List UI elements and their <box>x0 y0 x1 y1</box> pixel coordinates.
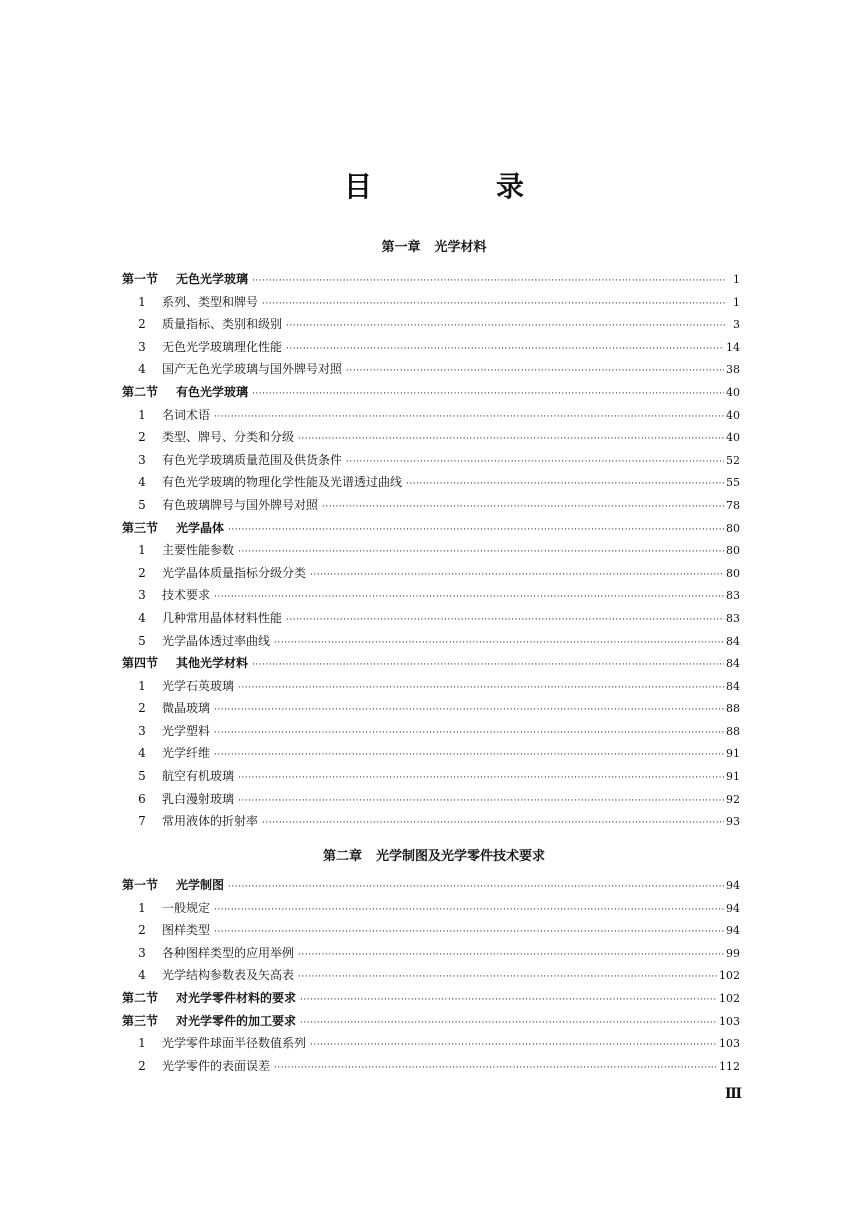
toc-item-entry[interactable] <box>122 630 740 653</box>
entry-title: 名词术语 <box>162 407 211 422</box>
dot-leader <box>214 406 724 429</box>
chapter-number: 第一章 <box>381 240 421 255</box>
section-number: 第一节 <box>122 272 159 286</box>
dot-leader <box>298 944 724 967</box>
item-number: 2 <box>138 317 146 332</box>
toc-section-entry[interactable] <box>122 381 740 404</box>
toc-item-entry[interactable] <box>122 964 740 987</box>
item-number: 3 <box>138 588 146 603</box>
page-reference: 92 <box>726 792 740 806</box>
dot-leader <box>300 1012 717 1035</box>
toc-item-entry[interactable] <box>122 584 740 607</box>
entry-title: 主要性能参数 <box>162 543 235 558</box>
entry-title: 有色光学玻璃的物理化学性能及光谱透过曲线 <box>162 475 403 490</box>
item-number: 1 <box>138 543 146 558</box>
entry-title: 其他光学材料 <box>176 656 249 671</box>
dot-leader <box>298 966 717 989</box>
item-number: 4 <box>138 746 146 761</box>
page-reference: 94 <box>726 879 740 892</box>
entry-title: 光学零件的表面误差 <box>162 1058 271 1073</box>
dot-leader <box>228 519 724 542</box>
page-reference: 99 <box>726 946 740 960</box>
item-number: 2 <box>138 430 146 445</box>
item-number: 3 <box>138 723 146 738</box>
entry-title: 图样类型 <box>162 923 211 938</box>
toc-item-entry[interactable] <box>122 788 740 811</box>
dot-leader <box>214 744 724 767</box>
entry-title: 光学零件球面半径数值系列 <box>162 1036 307 1051</box>
entry-title: 微晶玻璃 <box>162 701 211 716</box>
toc-section-entry[interactable] <box>122 517 740 540</box>
entry-title: 航空有机玻璃 <box>162 769 235 784</box>
dot-leader <box>322 496 724 519</box>
entry-title: 有色光学玻璃 <box>176 384 249 399</box>
dot-leader <box>252 270 726 293</box>
toc-item-entry[interactable] <box>122 539 740 562</box>
page-reference: 80 <box>726 544 740 558</box>
page-reference: 38 <box>726 363 740 377</box>
page-reference: 1 <box>733 273 740 286</box>
dot-leader <box>274 1057 717 1080</box>
dot-leader <box>262 812 724 835</box>
page-reference: 52 <box>726 453 740 467</box>
page-reference: 93 <box>726 815 740 829</box>
page-reference: 83 <box>726 611 740 625</box>
page-reference: 78 <box>726 498 740 512</box>
dot-leader <box>262 293 726 316</box>
item-number: 2 <box>138 565 146 580</box>
item-number: 2 <box>138 1058 146 1073</box>
item-number: 1 <box>138 294 146 309</box>
toc-item-entry[interactable] <box>122 562 740 585</box>
page-reference: 84 <box>726 634 740 648</box>
item-number: 1 <box>138 1036 146 1051</box>
dot-leader <box>346 360 724 383</box>
entry-title: 光学结构参数表及矢高表 <box>162 968 295 983</box>
toc-item-entry[interactable] <box>122 358 740 381</box>
entry-title: 光学晶体质量指标分级分类 <box>162 565 307 580</box>
item-number: 5 <box>138 633 146 648</box>
entry-title: 对光学零件材料的要求 <box>176 990 297 1005</box>
item-number: 4 <box>138 968 146 983</box>
dot-leader <box>286 315 726 338</box>
toc-item-entry[interactable] <box>122 1055 740 1078</box>
item-number: 1 <box>138 407 146 422</box>
page-number: Ⅲ <box>724 1086 742 1102</box>
entry-title: 类型、牌号、分类和分级 <box>162 430 295 445</box>
entry-title: 一般规定 <box>162 900 211 915</box>
dot-leader <box>286 609 724 632</box>
entry-title: 几种常用晶体材料性能 <box>162 610 283 625</box>
entry-title: 无色光学玻璃 <box>176 272 249 286</box>
toc-item-entry[interactable] <box>122 675 740 698</box>
page-reference: 1 <box>733 295 740 309</box>
dot-leader <box>346 451 724 474</box>
toc-section-entry[interactable] <box>122 1010 740 1033</box>
toc-item-entry[interactable] <box>122 471 740 494</box>
entry-title: 国产无色光学玻璃与国外牌号对照 <box>162 362 343 377</box>
chapter-heading <box>0 238 868 258</box>
toc-item-entry[interactable] <box>122 449 740 472</box>
page-reference: 40 <box>726 408 740 422</box>
page-reference: 91 <box>726 747 740 761</box>
entry-title: 光学晶体透过率曲线 <box>162 633 271 648</box>
item-number: 5 <box>138 769 146 784</box>
page-reference: 83 <box>726 589 740 603</box>
dot-leader <box>406 473 724 496</box>
page-reference: 40 <box>726 431 740 445</box>
toc-section-entry[interactable] <box>122 268 740 291</box>
chapter-number: 第二章 <box>322 849 362 864</box>
item-number: 3 <box>138 945 146 960</box>
entry-title: 光学纤维 <box>162 746 211 761</box>
page-reference: 94 <box>726 924 740 938</box>
entry-title: 光学制图 <box>176 878 225 892</box>
item-number: 2 <box>138 701 146 716</box>
toc-item-entry[interactable] <box>122 742 740 765</box>
page-reference: 102 <box>719 991 740 1005</box>
item-number: 4 <box>138 362 146 377</box>
dot-leader <box>238 767 724 790</box>
toc-item-entry[interactable] <box>122 897 740 920</box>
page-reference: 3 <box>733 318 740 332</box>
toc-list-chapter-1 <box>122 268 740 833</box>
dot-leader <box>238 790 724 813</box>
section-number: 第二节 <box>122 384 159 399</box>
dot-leader <box>228 876 724 899</box>
dot-leader <box>252 383 724 406</box>
page-reference: 40 <box>726 385 740 399</box>
entry-title: 技术要求 <box>162 588 211 603</box>
toc-section-entry[interactable] <box>122 987 740 1010</box>
entry-title: 质量指标、类别和级别 <box>162 317 283 332</box>
entry-title: 光学晶体 <box>176 520 225 535</box>
page-reference: 91 <box>726 770 740 784</box>
toc-item-entry[interactable] <box>122 919 740 942</box>
toc-item-entry[interactable] <box>122 1032 740 1055</box>
item-number: 6 <box>138 791 146 806</box>
entry-title: 乳白漫射玻璃 <box>162 791 235 806</box>
dot-leader <box>300 989 717 1012</box>
page-reference: 80 <box>726 566 740 580</box>
page-reference: 14 <box>726 340 740 354</box>
section-number: 第三节 <box>122 520 159 535</box>
item-number: 3 <box>138 339 146 354</box>
dot-leader <box>214 586 724 609</box>
section-number: 第三节 <box>122 1013 159 1028</box>
item-number: 3 <box>138 452 146 467</box>
dot-leader <box>286 338 724 361</box>
page-reference: 80 <box>726 521 740 535</box>
dot-leader <box>252 654 724 677</box>
page-reference: 103 <box>719 1037 740 1051</box>
item-number: 1 <box>138 900 146 915</box>
chapter-heading <box>0 847 868 867</box>
toc-item-entry[interactable] <box>122 313 740 336</box>
dot-leader <box>310 564 724 587</box>
dot-leader <box>214 921 724 944</box>
toc-section-entry[interactable] <box>122 874 740 897</box>
page-reference: 94 <box>726 901 740 915</box>
section-number: 第一节 <box>122 878 159 892</box>
entry-title: 对光学零件的加工要求 <box>176 1013 297 1028</box>
section-number: 第四节 <box>122 656 159 671</box>
entry-title: 有色光学玻璃质量范围及供货条件 <box>162 452 343 467</box>
toc-item-entry[interactable] <box>122 607 740 630</box>
dot-leader <box>238 541 724 564</box>
toc-item-entry[interactable] <box>122 697 740 720</box>
page-reference: 88 <box>726 702 740 716</box>
page-reference: 102 <box>719 969 740 983</box>
toc-item-entry[interactable] <box>122 336 740 359</box>
item-number: 4 <box>138 610 146 625</box>
entry-title: 光学塑料 <box>162 723 211 738</box>
toc-item-entry[interactable] <box>122 765 740 788</box>
entry-title: 各种图样类型的应用举例 <box>162 945 295 960</box>
dot-leader <box>214 722 724 745</box>
page-reference: 103 <box>719 1014 740 1028</box>
toc-item-entry[interactable] <box>122 494 740 517</box>
item-number: 5 <box>138 497 146 512</box>
entry-title: 系列、类型和牌号 <box>162 294 259 309</box>
entry-title: 有色玻璃牌号与国外牌号对照 <box>162 497 319 512</box>
page-reference: 88 <box>726 724 740 738</box>
dot-leader <box>214 899 724 922</box>
toc-item-entry[interactable] <box>122 404 740 427</box>
entry-title: 常用液体的折射率 <box>162 814 259 829</box>
dot-leader <box>274 632 724 655</box>
item-number: 4 <box>138 475 146 490</box>
dot-leader <box>214 699 724 722</box>
toc-section-entry[interactable] <box>122 652 740 675</box>
entry-title: 无色光学玻璃理化性能 <box>162 339 283 354</box>
page-reference: 84 <box>726 657 740 671</box>
page-reference: 84 <box>726 679 740 693</box>
dot-leader <box>298 428 724 451</box>
page-reference: 55 <box>726 476 740 490</box>
toc-item-entry[interactable] <box>122 720 740 743</box>
toc-list-chapter-2 <box>122 874 740 1077</box>
dot-leader <box>238 677 724 700</box>
toc-item-entry[interactable] <box>122 810 740 833</box>
entry-title: 光学石英玻璃 <box>162 678 235 693</box>
item-number: 7 <box>138 814 146 829</box>
toc-item-entry[interactable] <box>122 942 740 965</box>
toc-item-entry[interactable] <box>122 291 740 314</box>
page-title: 目 录 <box>343 170 572 203</box>
item-number: 2 <box>138 923 146 938</box>
item-number: 1 <box>138 678 146 693</box>
chapter-title: 光学制图及光学零件技术要求 <box>376 849 546 864</box>
page-reference: 112 <box>719 1059 740 1073</box>
section-number: 第二节 <box>122 990 159 1005</box>
dot-leader <box>310 1034 717 1057</box>
toc-item-entry[interactable] <box>122 426 740 449</box>
chapter-title: 光学材料 <box>434 240 487 255</box>
